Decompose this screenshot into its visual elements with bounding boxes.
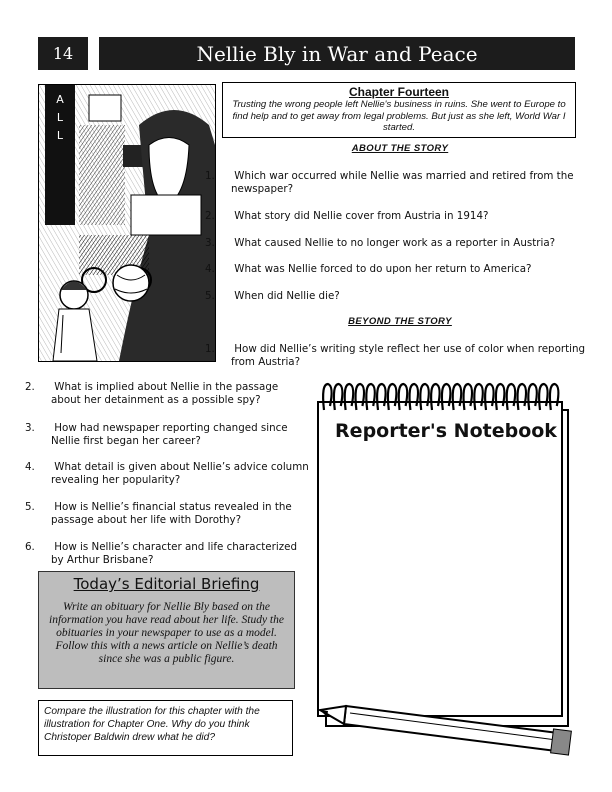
compare-illustration-box: Compare the illustration for this chapter with the illustration for Chapter One. Why do you think Christoper Baldwin drew what he did? <box>38 700 293 756</box>
about-question-5: 5. When did Nellie die? <box>205 290 340 302</box>
beyond-question-2: 2. What is implied about Nellie in the passage about her detainment as a possible spy? <box>25 381 279 406</box>
briefing-title: Today’s Editorial Briefing <box>73 575 260 593</box>
svg-text:L: L <box>56 111 64 124</box>
chapter-summary-box <box>222 82 576 138</box>
chapter-description: Trusting the wrong people left Nellie's business in ruins. She went to Europe to find help and to get away from legal problems. But just as she left, World War I started. <box>232 99 566 133</box>
notebook-title: Reporter's Notebook <box>335 420 557 442</box>
about-story-heading: ABOUT THE STORY <box>351 143 449 154</box>
chapter-title: Chapter Fourteen <box>348 85 449 99</box>
page-title: Nellie Bly in War and Peace <box>99 37 575 70</box>
beyond-question-3: 3. How had newspaper reporting changed since Nellie first began her career? <box>25 422 288 447</box>
page-number: 14 <box>38 37 88 70</box>
beyond-question-6: 6. How is Nellie’s character and life characterized by Arthur Brisbane? <box>25 541 298 566</box>
beyond-question-1: 1. How did Nellie’s writing style reflect her use of color when reporting from Austria? <box>205 343 586 368</box>
illustration-drawing <box>39 85 215 361</box>
briefing-body: Write an obituary for Nellie Bly based on the information you have read about her life. Study the obituaries in your newspaper to use as a model. Follow this with a news article on Nellie’s death since she was a public figure. <box>49 601 284 665</box>
editorial-briefing-box <box>38 571 295 689</box>
beyond-question-4: 4. What detail is given about Nellie’s advice column revealing her popularity? <box>25 461 309 486</box>
about-question-2: 2. What story did Nellie cover from Austria in 1914? <box>205 210 489 222</box>
beyond-story-heading: BEYOND THE STORY <box>348 316 452 327</box>
sign-letters: A <box>56 93 64 106</box>
about-question-1: 1. Which war occurred while Nellie was married and retired from the newspaper? <box>205 170 574 195</box>
chapter-illustration <box>38 84 216 362</box>
beyond-question-5: 5. How is Nellie’s financial status revealed in the passage about her life with Dorothy? <box>25 501 292 526</box>
about-question-4: 4. What was Nellie forced to do upon her return to America? <box>205 263 532 275</box>
svg-text:L: L <box>56 129 64 142</box>
about-question-3: 3. What caused Nellie to no longer work as a reporter in Austria? <box>205 237 556 249</box>
